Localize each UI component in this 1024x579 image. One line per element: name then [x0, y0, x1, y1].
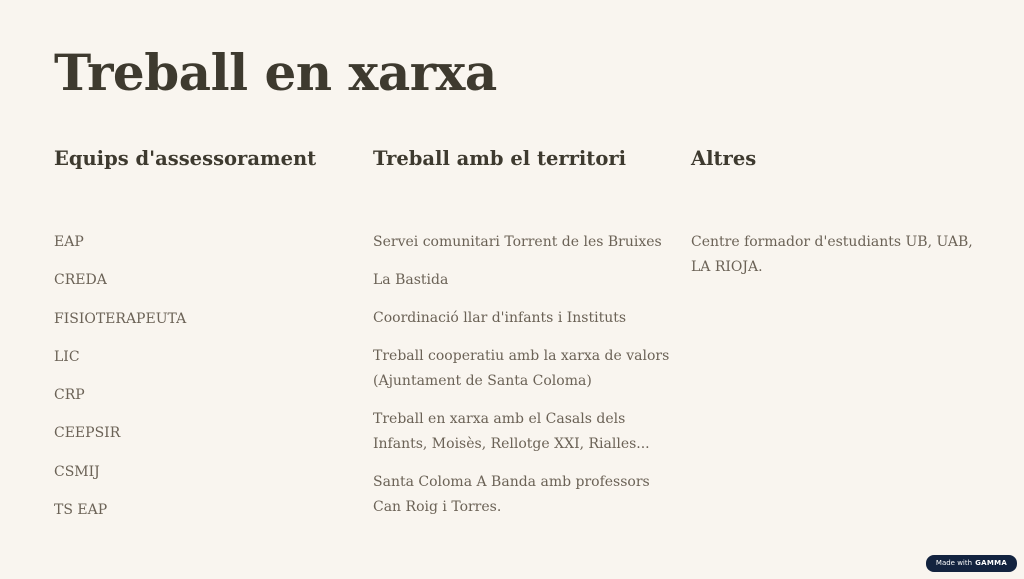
made-with-gamma-badge[interactable] [926, 555, 1017, 572]
list-item: Santa Coloma A Banda amb professors Can Roig i Torres. [373, 474, 650, 515]
list-item: EAP [54, 234, 84, 250]
list-item: Servei comunitari Torrent de les Bruixes [373, 234, 662, 250]
list-item: CREDA [54, 272, 107, 289]
list-item: Treball cooperatiu amb la xarxa de valors (Ajuntament de Santa Coloma) [373, 348, 670, 389]
column-treball-territori [373, 145, 673, 515]
column-equips-assessorament [54, 145, 344, 519]
column-heading: Altres [691, 147, 757, 170]
column-heading: Equips d'assessorament [54, 147, 317, 170]
list-item: CEEPSIR [54, 425, 121, 442]
list-item: La Bastida [373, 272, 449, 288]
column-list [373, 230, 673, 533]
column-list [691, 230, 976, 280]
list-item: TS EAP [54, 502, 108, 519]
list-item: Centre formador d'estudiants UB, UAB, LA RIOJA. [691, 234, 973, 275]
list-item: CRP [54, 387, 85, 404]
list-item: LIC [54, 348, 80, 365]
list-item: FISIOTERAPEUTA [54, 310, 187, 327]
list-item: Treball en xarxa amb el Casals dels Infants, Moisès, Rellotge XXI, Rialles... [373, 411, 650, 452]
gamma-logo: GAMMA [975, 559, 1008, 567]
slide-title: Treball en xarxa [54, 43, 497, 102]
column-heading: Treball amb el territori [373, 147, 627, 170]
column-altres [691, 145, 981, 275]
list-item: Coordinació llar d'infants i Instituts [373, 310, 627, 326]
badge-prefix: Made with [935, 559, 973, 567]
list-item: CSMIJ [54, 463, 100, 480]
column-list [54, 230, 186, 536]
